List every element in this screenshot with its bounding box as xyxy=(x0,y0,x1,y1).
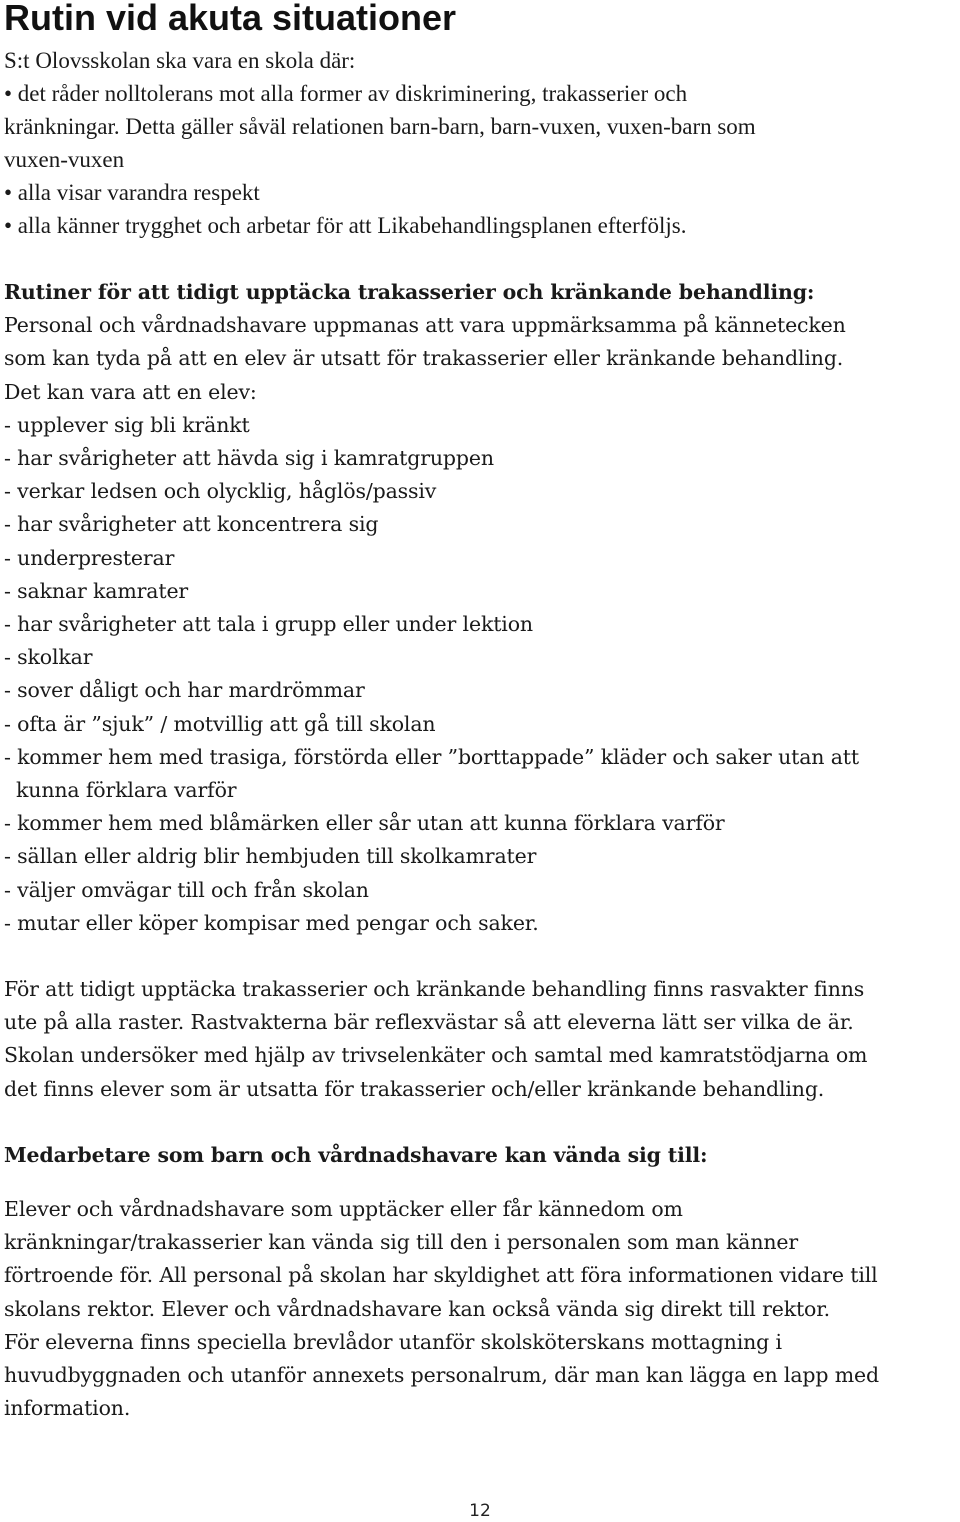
intro-bullet-line: • alla visar varandra respekt xyxy=(4,180,260,205)
intro-bullet-line: • alla känner trygghet och arbetar för att Likabehandlingsplanen efterföljs. xyxy=(4,213,687,238)
list-item: - upplever sig bli kränkt xyxy=(4,412,250,437)
list-item: - skolkar xyxy=(4,645,93,670)
rutiner-section xyxy=(4,276,954,940)
paragraph-line: som kan tyda på att en elev är utsatt för trakasserier eller kränkande behandling. xyxy=(4,346,844,371)
list-item: - sällan eller aldrig blir hembjuden till skolkamrater xyxy=(4,844,537,869)
list-item: - har svårigheter att hävda sig i kamratgruppen xyxy=(4,446,494,471)
list-item: - mutar eller köper kompisar med pengar och saker. xyxy=(4,910,539,935)
page-number: 12 xyxy=(469,1501,491,1521)
intro-line: vuxen-vuxen xyxy=(4,147,125,172)
paragraph-line: skolans rektor. Elever och vårdnadshavare kan också vända sig direkt till rektor. xyxy=(4,1296,831,1321)
list-item-continuation: kunna förklara varför xyxy=(16,778,237,803)
paragraph-line: För eleverna finns speciella brevlådor utanför skolsköterskans mottagning i xyxy=(4,1329,782,1354)
medarbetare-heading: Medarbetare som barn och vårdnadshavare kan vända sig till: xyxy=(4,1143,708,1167)
list-item: - har svårigheter att koncentrera sig xyxy=(4,512,379,537)
medarbetare-section xyxy=(4,1193,954,1425)
paragraph-line: kränkningar/trakasserier kan vända sig till den i personalen som man känner xyxy=(4,1230,799,1255)
intro-bullet-line: • det råder nolltolerans mot alla former av diskriminering, trakasserier och xyxy=(4,81,688,106)
paragraph-line: Skolan undersöker med hjälp av trivselenkäter och samtal med kamratstödjarna om xyxy=(4,1043,868,1068)
list-item: - har svårigheter att tala i grupp eller under lektion xyxy=(4,612,533,637)
list-item: - saknar kamrater xyxy=(4,578,189,603)
list-item: - kommer hem med trasiga, förstörda eller ”borttappade” kläder och saker utan att xyxy=(4,744,859,769)
intro-line: S:t Olovsskolan ska vara en skola där: xyxy=(4,48,356,73)
list-item: - väljer omvägar till och från skolan xyxy=(4,877,369,902)
paragraph-line: Elever och vårdnadshavare som upptäcker eller får kännedom om xyxy=(4,1197,683,1221)
list-item: - sover dåligt och har mardrömmar xyxy=(4,678,365,703)
list-item: - verkar ledsen och olycklig, håglös/passiv xyxy=(4,479,437,504)
medarbetare-heading-block xyxy=(4,1139,954,1172)
list-item: - ofta är ”sjuk” / motvillig att gå till skolan xyxy=(4,711,436,736)
paragraph-line: Det kan vara att en elev: xyxy=(4,379,257,404)
paragraph-line: huvudbyggnaden och utanför annexets personalrum, där man kan lägga en lapp med xyxy=(4,1363,879,1388)
paragraph-line: För att tidigt upptäcka trakasserier och kränkande behandling finns rasvakter finns xyxy=(4,977,865,1001)
rutiner-heading: Rutiner för att tidigt upptäcka trakasserier och kränkande behandling: xyxy=(4,280,815,304)
intro-line: kränkningar. Detta gäller såväl relationen barn-barn, barn-vuxen, vuxen-barn som xyxy=(4,114,756,139)
paragraph-line: förtroende för. All personal på skolan har skyldighet att föra informationen vidare till xyxy=(4,1263,878,1288)
list-item: - underpresterar xyxy=(4,545,175,570)
paragraph-line: information. xyxy=(4,1396,131,1421)
list-item: - kommer hem med blåmärken eller sår utan att kunna förklara varför xyxy=(4,811,725,836)
paragraph-line: Personal och vårdnadshavare uppmanas att vara uppmärksamma på kännetecken xyxy=(4,313,846,338)
paragraph-line: det finns elever som är utsatta för trakasserier och/eller kränkande behandling. xyxy=(4,1076,825,1101)
rastvakt-section xyxy=(4,973,954,1106)
paragraph-line: ute på alla raster. Rastvakterna bär reflexvästar så att eleverna lätt ser vilka de är. xyxy=(4,1010,854,1035)
page-title: Rutin vid akuta situationer xyxy=(4,0,457,38)
intro-section xyxy=(4,44,944,242)
